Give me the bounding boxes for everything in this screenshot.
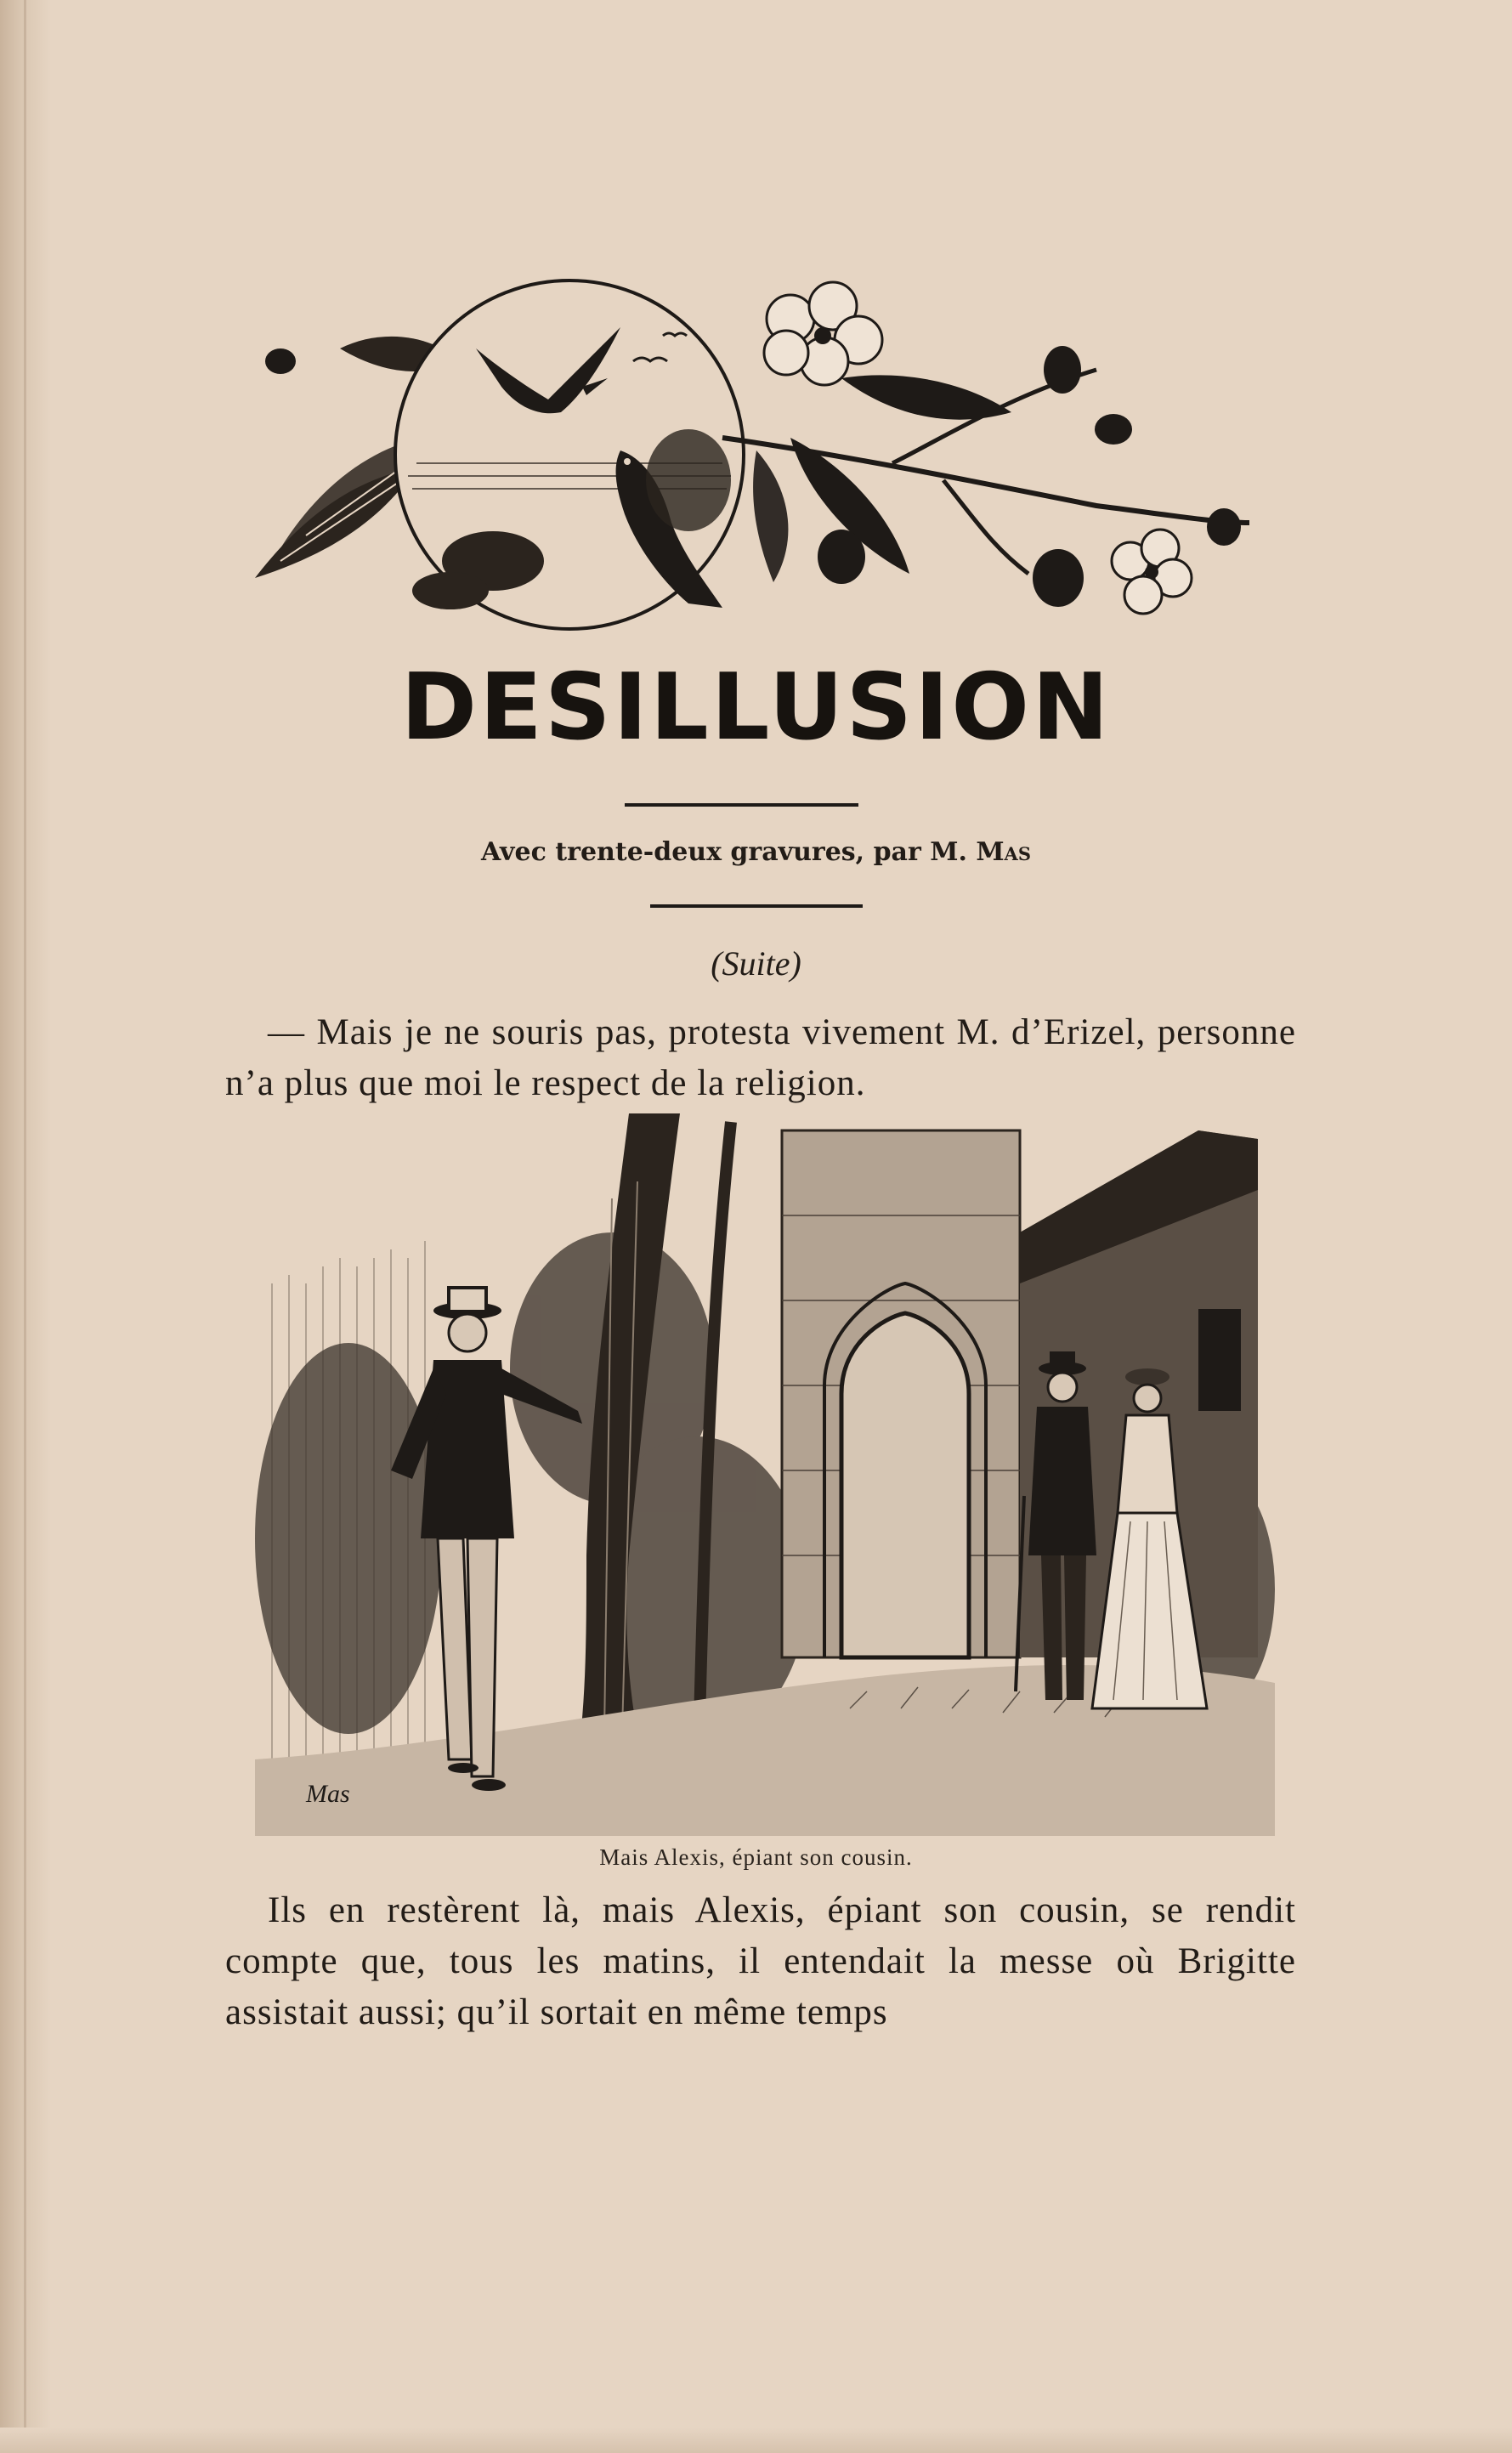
subtitle xyxy=(0,837,1512,867)
paragraph-1: — Mais je ne souris pas, protesta vivement M. d’Erizel, personne n’a plus que moi le respect de la religion. xyxy=(225,1012,1296,1103)
illustration-caption: Mais Alexis, épiant son cousin. xyxy=(599,1844,913,1870)
continuation-label: (Suite) xyxy=(711,944,801,983)
illustration-signature: Mas xyxy=(306,1780,350,1808)
subtitle-artist: Mas xyxy=(976,837,1032,867)
subtitle-prefix: Avec trente-deux gravures, par M. xyxy=(480,837,967,867)
page-title: DESILLUSION xyxy=(400,654,1112,761)
paragraph-2: Ils en restèrent là, mais Alexis, épiant son cousin, se rendit compte que, tous les matins, il entendait la messe où Brigitte assistait aussi; qu’il sortait en même temps xyxy=(225,1890,1296,2032)
title-rule-top xyxy=(625,803,858,807)
header-ornament-icon xyxy=(246,268,1266,650)
title-rule-bottom xyxy=(650,904,863,908)
page-bottom-edge xyxy=(0,2428,1512,2453)
engraving-illustration-icon xyxy=(255,1113,1275,1836)
page-spine-line xyxy=(24,0,26,2453)
